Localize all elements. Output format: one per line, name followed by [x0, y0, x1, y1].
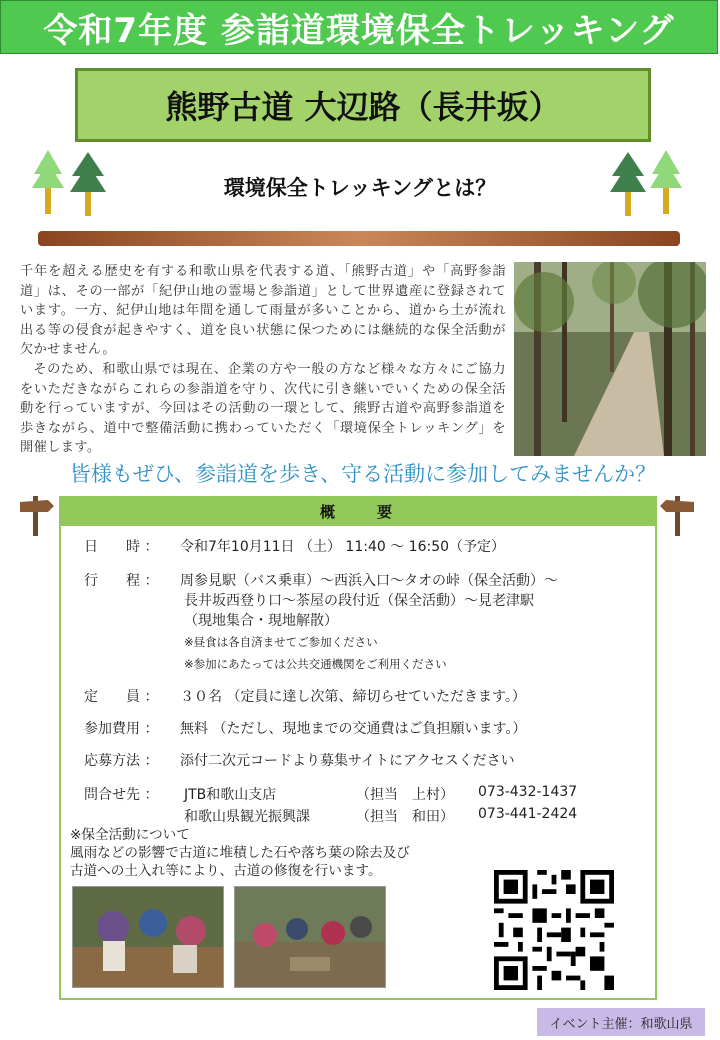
contact-label-row: [84, 784, 180, 804]
tree-icon: [30, 148, 110, 218]
capacity-label: 定 員 ：: [84, 689, 159, 705]
itinerary-line: 周参見駅（バス乗車）～西浜入口～タオの峠（保全活動）～: [180, 573, 558, 589]
itinerary-line: 長井坂西登り口～茶屋の段付近（保全活動）～見老津駅: [184, 593, 534, 609]
itinerary-row: [84, 570, 558, 590]
date-value: 令和7年10月11日 （土） 11:40 ～ 16:50（予定）: [180, 539, 506, 555]
conservation-note-line: 風雨などの影響で古道に堆積した石や落ち葉の除去及び: [70, 845, 410, 861]
conservation-note-line: 古道への土入れ等により、古道の修復を行います。: [70, 863, 382, 879]
apply-row: [84, 750, 515, 770]
conservation-note: [70, 826, 410, 880]
date-row: [84, 536, 505, 556]
tree-icon: [608, 148, 688, 218]
transport-note: ※参加にあたっては公共交通機関をご利用ください: [184, 657, 447, 671]
itinerary-line: （現地集合・現地解散）: [184, 613, 338, 629]
route-title-banner: [75, 68, 651, 142]
organizer-badge: イベント主催：和歌山県: [537, 1008, 705, 1036]
summary-header: [59, 496, 657, 526]
intro-text: [20, 262, 506, 458]
date-label: 日 時 ：: [84, 539, 159, 555]
capacity-row: [84, 686, 526, 706]
forest-path-photo: [514, 262, 706, 456]
top-banner: [0, 0, 718, 54]
activity-photo: [72, 886, 224, 988]
activity-photo: [234, 886, 386, 988]
contact-person: （担当 和田）: [356, 809, 454, 825]
contact-person: （担当 上村）: [356, 787, 454, 803]
fee-row: [84, 718, 526, 738]
signpost-icon: [16, 490, 56, 538]
section-heading: 環境保全トレッキングとは？: [223, 176, 497, 200]
event-series-title: 令和7年度 参詣道環境保全トレッキング: [43, 10, 675, 51]
contact-org: JTB和歌山支店: [184, 787, 277, 803]
intro-paragraph: 千年を超える歴史を有する和歌山県を代表する道、「熊野古道」や「高野参詣道」は、その一部が「紀伊山地の霊場と参詣道」として世界遺産に登録されています。一方、紀伊山地は年間を通して雨量が多いことから、道から土が流れ出る等の侵食が起きやすく、道を良い状態に保つためには継続的な保全活動が欠かせません。: [20, 264, 506, 358]
itinerary-label: 行 程 ：: [84, 573, 159, 589]
lunch-note: ※昼食は各自済ませてご参加ください: [184, 635, 378, 649]
fee-label: 参加費用 ：: [84, 721, 159, 737]
capacity-value: ３０名 （定員に達し次第、締切らせていただきます。）: [180, 689, 526, 705]
contact-phone: 073-441-2424: [478, 806, 578, 822]
conservation-note-title: ※保全活動について: [70, 827, 190, 843]
contact-phone: 073-432-1437: [478, 784, 578, 800]
fee-value: 無料 （ただし、現地までの交通費はご負担願います。）: [180, 721, 527, 737]
contact-label: 問合せ先 ：: [84, 787, 159, 803]
signpost-icon: [658, 490, 698, 538]
apply-label: 応募方法 ：: [84, 753, 159, 769]
summary-title: 概 要: [319, 502, 396, 521]
contact-org: 和歌山県観光振興課: [184, 809, 310, 825]
decorative-divider: [38, 231, 680, 246]
apply-value: 添付二次元コードより募集サイトにアクセスください: [180, 753, 515, 769]
intro-paragraph: そのため、和歌山県では現在、企業の方や一般の方など様々な方々にご協力をいただきながらこれらの参詣道を守り、次代に引き継いでいくための保全活動を行っていますが、今回はその活動の一環として、熊野古道や高野参詣道を歩きながら、道中で整備活動に携わっていただく「環境保全トレッキング」を開催します。: [20, 361, 506, 456]
route-title: 熊野古道 大辺路（長井坂）: [165, 88, 561, 126]
qr-code-icon[interactable]: [494, 870, 614, 990]
invitation-text: 皆様もぜひ、参詣道を歩き、守る活動に参加してみませんか？: [69, 462, 657, 486]
